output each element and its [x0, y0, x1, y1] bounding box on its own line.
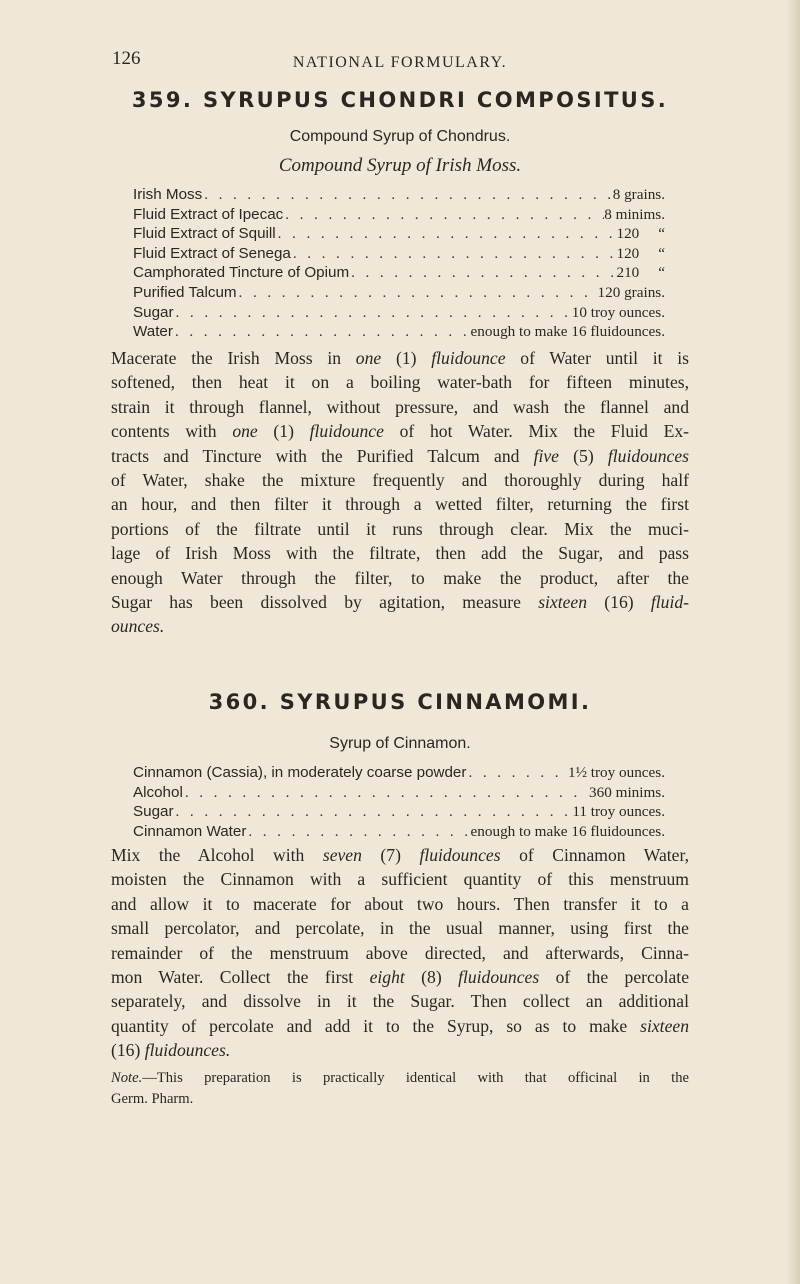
text-line [111, 590, 689, 614]
text-run: of Water, shake the mixture frequently and thoroughly during half [111, 469, 689, 490]
ingredient-quantity: 360 minims. [589, 783, 665, 801]
text-run: contents with [111, 421, 233, 442]
directions-360 [111, 843, 689, 1063]
leader-dots [202, 186, 612, 204]
text-line [111, 370, 689, 394]
running-head: NATIONAL FORMULARY. [292, 54, 508, 71]
text-run: of Cinnamon Water, [500, 845, 689, 865]
text-run: softened, then heat it on a boiling water-bath for fifteen minutes, [111, 372, 689, 393]
ingredient-name: Water [133, 323, 173, 341]
text-run: and allow it to macerate for about two hours. Then transfer it to a [111, 893, 689, 914]
ingredient-name: Alcohol [133, 783, 183, 801]
ingredient-quantity: 11 troy ounces. [572, 803, 665, 821]
ingredient-quantity: 10 troy ounces. [571, 303, 665, 321]
leader-dots [349, 264, 616, 282]
text-line [111, 614, 689, 638]
italic-term: fluidounce [309, 421, 384, 442]
formula-row [133, 803, 665, 823]
text-run: strain it through flannel, without pressure, and wash the flannel and [111, 396, 689, 417]
text-run: (1) [381, 348, 432, 368]
ingredient-name: Fluid Extract of Ipecac [133, 205, 284, 223]
text-line [111, 1014, 689, 1038]
formula-table-359 [133, 186, 665, 343]
ingredient-quantity: enough to make 16 fluidounces. [470, 323, 665, 341]
text-run: enough Water through the filter, to make the product, after the [111, 567, 689, 588]
text-line [111, 989, 689, 1013]
leader-dots [246, 823, 470, 841]
article-359-alt-title: Compound Syrup of Irish Moss. [278, 155, 522, 176]
italic-term: ounces. [111, 616, 165, 637]
text-run: separately, and dissolve in it the Sugar. Then collect an additional [111, 991, 689, 1012]
italic-term: fluid- [650, 591, 690, 612]
italic-term: fluidounce [431, 348, 506, 368]
text-run: (8) [404, 966, 459, 987]
page-number: 126 [112, 48, 141, 69]
ingredient-name: Cinnamon Water [133, 822, 247, 840]
text-run: small percolator, and percolate, in the usual manner, using first the [111, 918, 689, 939]
italic-term: eight [369, 966, 405, 987]
leader-dots [466, 764, 568, 782]
article-360-subtitle: Syrup of Cinnamon. [329, 735, 471, 752]
italic-term: seven [322, 845, 362, 865]
italic-term: fluidounces. [144, 1040, 231, 1061]
text-run: moisten the Cinnamon with a sufficient quantity of this menstruum [111, 869, 689, 890]
formula-row [133, 304, 665, 324]
article-359-subtitle: Compound Syrup of Chondrus. [289, 128, 511, 145]
ingredient-name: Camphorated Tincture of Opium [133, 264, 350, 282]
leader-dots [237, 284, 598, 302]
ingredient-quantity: 120 grains. [597, 283, 665, 301]
text-run: (1) [257, 421, 310, 442]
text-run: of hot Water. Mix the Fluid Ex- [383, 421, 689, 442]
text-run: remainder of the menstruum above directed, and afterwards, Cinna- [111, 942, 689, 963]
text-line [111, 892, 689, 916]
italic-term: fluidounces [458, 966, 540, 987]
text-run: of Water until it is [505, 348, 689, 368]
text-run: (16) [587, 591, 651, 612]
italic-term: one [232, 421, 258, 442]
ingredient-name: Cinnamon (Cassia), in moderately coarse powder [133, 764, 467, 781]
ingredient-name: Irish Moss [133, 186, 203, 203]
leader-dots [173, 323, 471, 341]
ingredient-quantity: 120 “ [616, 225, 665, 243]
note-text-1: —This preparation is practically identical with that officinal in the [142, 1070, 689, 1086]
formula-row [133, 284, 665, 304]
text-line [111, 517, 689, 541]
italic-term: one [355, 348, 382, 368]
formula-row [133, 323, 665, 343]
formula-table-360 [133, 764, 665, 842]
ingredient-quantity: 210 “ [616, 264, 665, 282]
formula-row [133, 823, 665, 843]
ingredient-name: Sugar [133, 303, 174, 321]
text-run: quantity of percolate and add it to the Syrup, so as to make [111, 1015, 641, 1036]
ingredient-quantity: 8 minims. [604, 205, 665, 223]
leader-dots [183, 784, 589, 802]
note-text-2: Germ. Pharm. [111, 1091, 194, 1107]
text-line [111, 419, 689, 443]
text-line [111, 395, 689, 419]
text-line [111, 468, 689, 492]
text-run: Mix the Alcohol with [111, 845, 323, 865]
text-line [111, 444, 689, 468]
formula-row [133, 784, 665, 804]
leader-dots [283, 206, 604, 224]
ingredient-quantity: 1½ troy ounces. [567, 764, 665, 781]
formula-row [133, 186, 665, 206]
formula-row [133, 764, 665, 784]
note-label: Note. [111, 1070, 143, 1086]
formula-row [133, 245, 665, 265]
text-run: Macerate the Irish Moss in [111, 348, 356, 368]
text-line [111, 541, 689, 565]
text-run: portions of the filtrate until it runs through clear. Mix the muci- [111, 518, 689, 539]
leader-dots [174, 803, 573, 821]
ingredient-name: Purified Talcum [133, 283, 237, 301]
text-line [111, 346, 689, 370]
text-line [111, 867, 689, 891]
leader-dots [174, 304, 572, 322]
ingredient-name: Fluid Extract of Senega [133, 244, 291, 262]
text-run: Sugar has been dissolved by agitation, measure [111, 591, 539, 612]
text-run: of the percolate [539, 966, 690, 987]
text-line [111, 1038, 689, 1062]
text-run: lage of Irish Moss with the filtrate, then add the Sugar, and pass [111, 543, 689, 564]
italic-term: fluidounces [419, 845, 501, 865]
text-line [111, 941, 689, 965]
note-360 [111, 1068, 689, 1110]
text-line [111, 492, 689, 516]
text-line [111, 965, 689, 989]
formula-row [133, 225, 665, 245]
ingredient-quantity: enough to make 16 fluidounces. [470, 822, 665, 840]
ingredient-name: Fluid Extract of Squill [133, 225, 276, 243]
text-line [111, 916, 689, 940]
ingredient-quantity: 8 grains. [612, 186, 665, 203]
text-run: tracts and Tincture with the Purified Talcum and [111, 445, 534, 466]
italic-term: five [533, 445, 559, 466]
article-360-title: 360. SYRUPUS CINNAMOMI. [208, 690, 592, 714]
leader-dots [276, 225, 617, 243]
text-line [111, 843, 689, 867]
ingredient-quantity: 120 “ [616, 244, 665, 262]
page-edge-shadow [786, 0, 800, 1284]
text-run: (5) [559, 445, 608, 466]
text-run: an hour, and then filter it through a wetted filter, returning the first [111, 494, 689, 515]
directions-359 [111, 346, 689, 639]
italic-term: fluidounces [607, 445, 689, 466]
text-line [111, 566, 689, 590]
text-run: (7) [361, 845, 420, 865]
italic-term: sixteen [640, 1015, 689, 1036]
text-run: mon Water. Collect the first [111, 966, 370, 987]
formula-row [133, 264, 665, 284]
formula-row [133, 206, 665, 226]
article-359-title: 359. SYRUPUS CHONDRI COMPOSITUS. [131, 88, 669, 112]
leader-dots [291, 245, 617, 263]
italic-term: sixteen [538, 591, 588, 612]
text-run: (16) [111, 1040, 145, 1061]
ingredient-name: Sugar [133, 803, 174, 821]
